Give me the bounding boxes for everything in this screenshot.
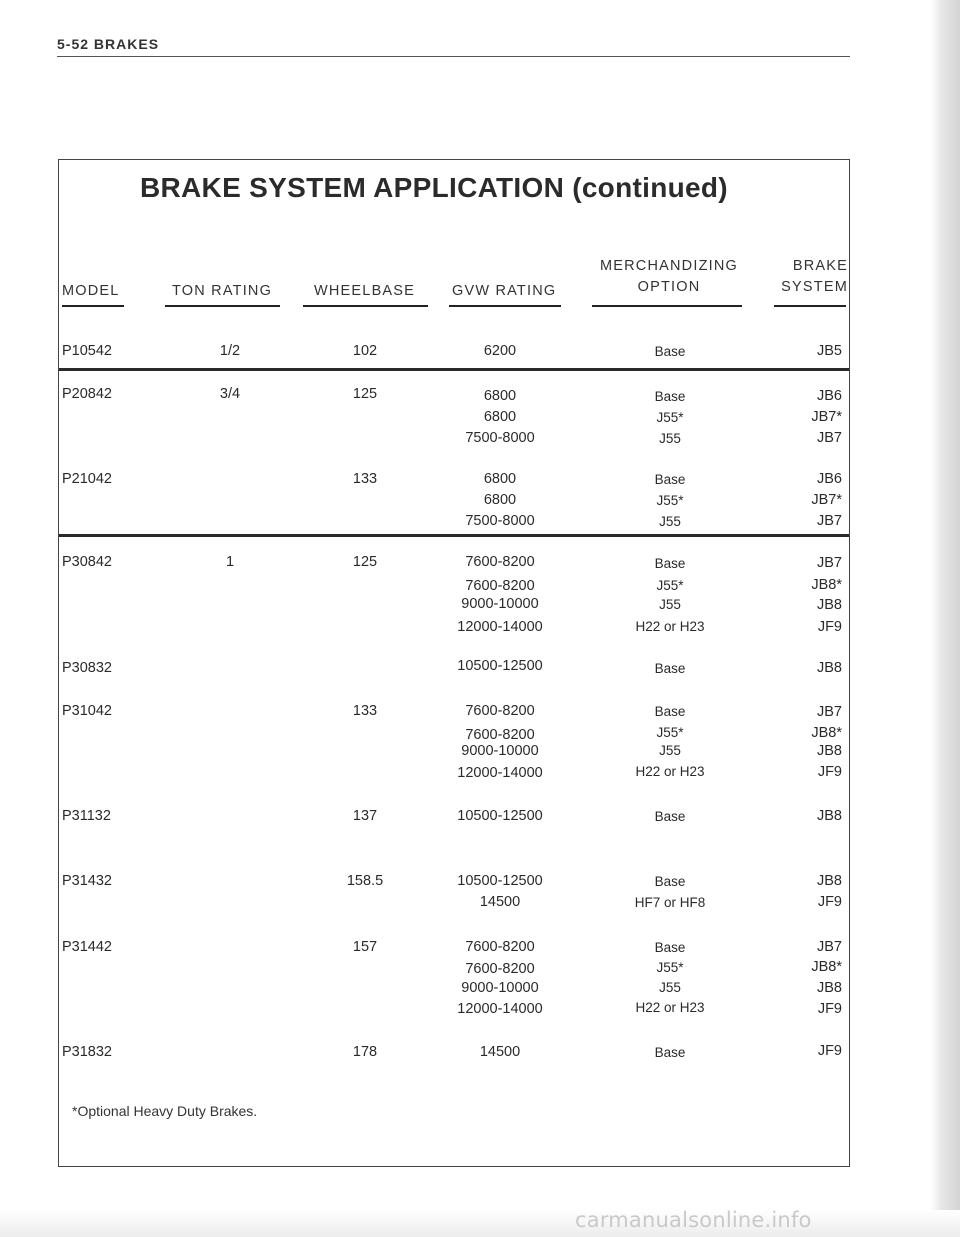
option-cell: J55* <box>656 578 684 593</box>
option-cell: Base <box>654 389 686 404</box>
option-cell: Base <box>654 556 686 571</box>
brake-cell: JB8* <box>811 725 842 741</box>
model-cell: P20842 <box>62 386 112 402</box>
header-ton-rating: TON RATING <box>172 283 273 299</box>
option-cell: Base <box>654 344 686 359</box>
header-model: MODEL <box>62 283 120 299</box>
option-cell: Base <box>654 874 686 889</box>
footnote: *Optional Heavy Duty Brakes. <box>72 1103 258 1119</box>
option-cell: J55 <box>659 743 681 758</box>
header-underline-option <box>592 305 742 307</box>
group-separator <box>59 368 849 371</box>
page-edge-shadow <box>930 0 960 1237</box>
gvw-cell: 7600-8200 <box>465 703 535 719</box>
option-cell: H22 or H23 <box>635 764 705 779</box>
model-cell: P31132 <box>62 808 111 824</box>
gvw-cell: 10500-12500 <box>457 658 543 674</box>
header-gvw-rating: GVW RATING <box>452 283 557 299</box>
gvw-cell: 14500 <box>479 1044 521 1060</box>
header-brake-line1: BRAKE <box>792 258 848 274</box>
brake-cell: JB6 <box>817 388 842 404</box>
ton-cell: 3/4 <box>219 386 241 402</box>
option-cell: HF7 or HF8 <box>634 895 706 910</box>
gvw-cell: 9000-10000 <box>461 743 539 759</box>
header-underline-ton <box>165 305 280 307</box>
gvw-cell: 7600-8200 <box>465 961 535 977</box>
gvw-cell: 6800 <box>483 492 517 508</box>
brake-cell: JB8 <box>817 873 842 889</box>
ton-cell: 1 <box>225 554 235 570</box>
gvw-cell: 12000-14000 <box>457 765 543 781</box>
model-cell: P31442 <box>62 939 112 955</box>
gvw-cell: 7500-8000 <box>465 513 535 529</box>
model-cell: P30842 <box>62 554 112 570</box>
model-cell: P21042 <box>62 471 112 487</box>
option-cell: Base <box>654 1045 686 1060</box>
header-underline-gvw <box>449 305 561 307</box>
gvw-cell: 12000-14000 <box>457 619 543 635</box>
brake-cell: JF9 <box>817 1001 842 1017</box>
brake-cell: JF9 <box>817 619 842 635</box>
brake-cell: JB7* <box>811 409 842 425</box>
wheelbase-cell: 133 <box>352 703 378 719</box>
page-bottom-shadow <box>0 1210 960 1237</box>
header-underline-wheelbase <box>303 305 428 307</box>
gvw-cell: 10500-12500 <box>457 873 543 889</box>
brake-cell: JB7 <box>817 704 842 720</box>
header-brake-line2: SYSTEM <box>781 279 848 295</box>
gvw-cell: 7500-8000 <box>465 430 535 446</box>
gvw-cell: 9000-10000 <box>461 980 539 996</box>
option-cell: J55* <box>656 960 684 975</box>
gvw-cell: 6800 <box>483 388 517 404</box>
wheelbase-cell: 133 <box>352 471 378 487</box>
ton-cell: 1/2 <box>219 343 241 359</box>
header-underline-brake <box>774 305 846 307</box>
brake-cell: JB8 <box>817 743 842 759</box>
brake-cell: JF9 <box>817 1043 842 1059</box>
gvw-cell: 6200 <box>483 343 517 359</box>
brake-cell: JB7 <box>817 430 842 446</box>
model-cell: P31432 <box>62 873 112 889</box>
option-cell: J55* <box>656 410 684 425</box>
option-cell: Base <box>654 809 686 824</box>
brake-cell: JB8 <box>817 808 842 824</box>
brake-cell: JB7 <box>817 939 842 955</box>
wheelbase-cell: 157 <box>352 939 378 955</box>
model-cell: P10542 <box>62 343 112 359</box>
gvw-cell: 9000-10000 <box>461 596 539 612</box>
option-cell: J55* <box>656 493 684 508</box>
wheelbase-cell: 125 <box>352 386 378 402</box>
header-underline-model <box>62 305 124 307</box>
model-cell: P31042 <box>62 703 112 719</box>
option-cell: Base <box>654 940 686 955</box>
option-cell: J55 <box>659 597 681 612</box>
option-cell: H22 or H23 <box>635 1000 705 1015</box>
option-cell: J55 <box>659 514 681 529</box>
header-merch-line2: OPTION <box>637 279 701 295</box>
option-cell: J55 <box>659 980 681 995</box>
watermark: carmanualsonline.info <box>575 1208 812 1232</box>
model-cell: P31832 <box>62 1044 112 1060</box>
gvw-cell: 10500-12500 <box>457 808 543 824</box>
wheelbase-cell: 125 <box>352 554 378 570</box>
brake-cell: JB6 <box>817 471 842 487</box>
brake-cell: JB5 <box>817 343 842 359</box>
wheelbase-cell: 178 <box>352 1044 378 1060</box>
group-separator <box>59 534 849 537</box>
gvw-cell: 7600-8200 <box>465 578 535 594</box>
option-cell: Base <box>654 472 686 487</box>
brake-cell: JF9 <box>817 894 842 910</box>
gvw-cell: 7600-8200 <box>465 554 535 570</box>
option-cell: Base <box>654 661 686 676</box>
gvw-cell: 12000-14000 <box>457 1001 543 1017</box>
gvw-cell: 7600-8200 <box>465 727 535 743</box>
option-cell: J55 <box>659 431 681 446</box>
model-cell: P30832 <box>62 660 112 676</box>
header-merch-line1: MERCHANDIZING <box>599 258 739 274</box>
wheelbase-cell: 102 <box>352 343 378 359</box>
running-header: 5-52 BRAKES <box>57 36 160 52</box>
option-cell: J55* <box>656 725 684 740</box>
header-wheelbase: WHEELBASE <box>314 283 416 299</box>
brake-cell: JB8 <box>817 597 842 613</box>
brake-cell: JF9 <box>817 764 842 780</box>
brake-cell: JB8* <box>811 959 842 975</box>
gvw-cell: 7600-8200 <box>465 939 535 955</box>
brake-cell: JB8 <box>817 660 842 676</box>
table-title: BRAKE SYSTEM APPLICATION (continued) <box>140 172 728 203</box>
brake-cell: JB8 <box>817 980 842 996</box>
gvw-cell: 6800 <box>483 471 517 487</box>
header-rule <box>57 56 850 57</box>
wheelbase-cell: 158.5 <box>346 873 384 889</box>
brake-cell: JB8* <box>811 577 842 593</box>
brake-cell: JB7 <box>817 513 842 529</box>
brake-cell: JB7 <box>817 555 842 571</box>
wheelbase-cell: 137 <box>352 808 378 824</box>
option-cell: Base <box>654 704 686 719</box>
brake-cell: JB7* <box>811 492 842 508</box>
gvw-cell: 14500 <box>479 894 521 910</box>
gvw-cell: 6800 <box>483 409 517 425</box>
option-cell: H22 or H23 <box>635 619 705 634</box>
